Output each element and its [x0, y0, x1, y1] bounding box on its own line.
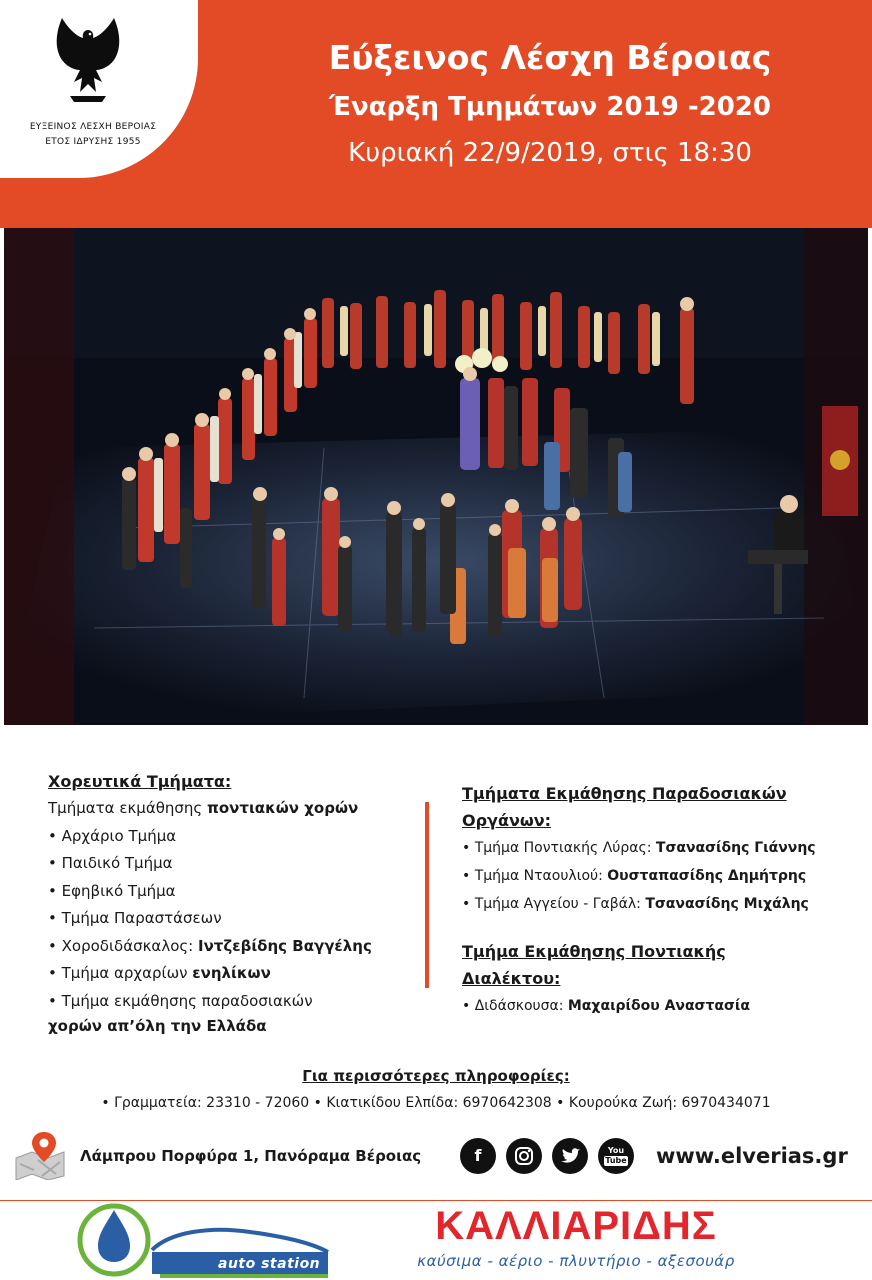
stage-photo — [4, 228, 868, 725]
page-subtitle: Έναρξη Τμημάτων 2019 -2020 — [329, 92, 771, 122]
list-item — [462, 992, 862, 1020]
column-divider — [425, 802, 429, 988]
spacer — [462, 918, 862, 938]
list-item-multiline-2 — [48, 1015, 418, 1037]
instruments-heading-1: Τμήματα Εκμάθησης Παραδοσιακών — [462, 784, 787, 803]
youtube-glyph-bottom: Tube — [605, 1156, 627, 1165]
list-item-text: • Τμήμα αρχαρίων — [48, 964, 193, 982]
logo-caption — [18, 120, 168, 150]
dance-sections — [48, 768, 418, 1037]
list-item-text: • Εφηβικό Τμήμα — [48, 881, 176, 900]
page-title: Εύξεινος Λέσχη Βέροιας — [328, 38, 772, 77]
map-pin-icon — [12, 1130, 68, 1180]
list-item — [48, 960, 418, 988]
kalliaridis-tagline: καύσιμα - αέριο - πλυντήριο - αξεσουάρ — [417, 1252, 735, 1270]
list-item-text: • Τμήμα Αγγείου - Γαβάλ: — [462, 896, 646, 912]
youtube-icon[interactable] — [598, 1138, 634, 1174]
list-item-bold: χορών απ’όλη την Ελλάδα — [48, 1017, 267, 1035]
instagram-glyph — [506, 1138, 542, 1174]
list-item-text: • Τμήμα Παραστάσεων — [48, 909, 222, 927]
list-item-text: • Αρχάριο Τμήμα — [48, 826, 177, 845]
dance-intro-bold: ποντιακών χορών — [206, 799, 359, 817]
list-item — [462, 834, 862, 862]
dance-heading: Χορευτικά Τμήματα: — [48, 772, 232, 791]
auto-station-logo — [60, 1202, 350, 1278]
kalliaridis-name: ΚΑΛΛΙΑΡΙΔΗΣ — [435, 1204, 717, 1248]
logo-founded: ΕΤΟΣ ΙΔΡΥΣΗΣ 1955 — [45, 137, 141, 147]
list-item-bold: Τσανασίδης Γιάννης — [655, 840, 816, 856]
logo-name: ΕΥΞΕΙΝΟΣ ΛΕΣΧΗ ΒΕΡΟΙΑΣ — [29, 122, 157, 132]
list-item-bold: Μαχαιρίδου Αναστασία — [567, 998, 750, 1014]
list-item — [48, 933, 418, 961]
contact-bar — [0, 1130, 872, 1186]
list-item — [48, 905, 418, 933]
contact-phones: • Γραμματεία: 23310 - 72060 • Κιατικίδου Ελπίδα: 6970642308 • Κουρούκα Ζωή: 6970434071 — [101, 1095, 771, 1111]
footer-divider — [0, 1200, 872, 1201]
website-link[interactable]: www.elverias.gr — [656, 1144, 848, 1168]
eagle-logo-icon — [40, 12, 136, 112]
list-item — [48, 823, 418, 851]
youtube-glyph-top: You — [607, 1146, 625, 1155]
list-item-bold: Τσανασίδης Μιχάλης — [645, 896, 809, 912]
list-item-bold: ενηλίκων — [192, 964, 271, 982]
dance-intro — [48, 795, 418, 823]
list-item-multiline-1: • Τμήμα εκμάθησης παραδοσιακών — [48, 991, 313, 1010]
list-item-text: • Παιδικό Τμήμα — [48, 854, 173, 872]
list-item-text: • Τμήμα Νταουλιού: — [462, 868, 608, 884]
event-date: Κυριακή 22/9/2019, στις 18:30 — [348, 138, 752, 168]
list-item — [462, 862, 862, 890]
dialect-heading-2: Διαλέκτου: — [462, 969, 561, 988]
list-item — [48, 878, 418, 906]
list-item-text: • Διδάσκουσα: — [462, 998, 568, 1014]
dance-performance-image — [4, 228, 868, 725]
list-item-bold: Ιντζεβίδης Βαγγέλης — [198, 936, 372, 955]
auto-station-name: auto station — [218, 1256, 321, 1272]
dialect-heading-1: Τμήμα Εκμάθησης Ποντιακής — [462, 942, 726, 961]
header-banner — [0, 0, 872, 228]
instruments-heading-2: Οργάνων: — [462, 811, 552, 830]
list-item-bold: Ουσταπασίδης Δημήτρης — [607, 868, 807, 884]
list-item-text: • Τμήμα Ποντιακής Λύρας: — [462, 840, 656, 856]
facebook-icon[interactable] — [460, 1138, 496, 1174]
dance-intro-prefix: Τμήματα εκμάθησης — [48, 799, 207, 817]
info-heading: Για περισσότερες πληροφορίες: — [302, 1067, 570, 1085]
address: Λάμπρου Πορφύρα 1, Πανόραμα Βέροιας — [80, 1147, 422, 1165]
list-item — [48, 850, 418, 878]
list-item — [462, 890, 862, 918]
instrument-sections — [462, 780, 862, 1020]
instagram-icon[interactable] — [506, 1138, 542, 1174]
twitter-icon[interactable] — [552, 1138, 588, 1174]
facebook-glyph: f — [474, 1146, 482, 1165]
twitter-bird-glyph — [552, 1138, 588, 1174]
list-item-text: • Χοροδιδάσκαλος: — [48, 936, 198, 955]
